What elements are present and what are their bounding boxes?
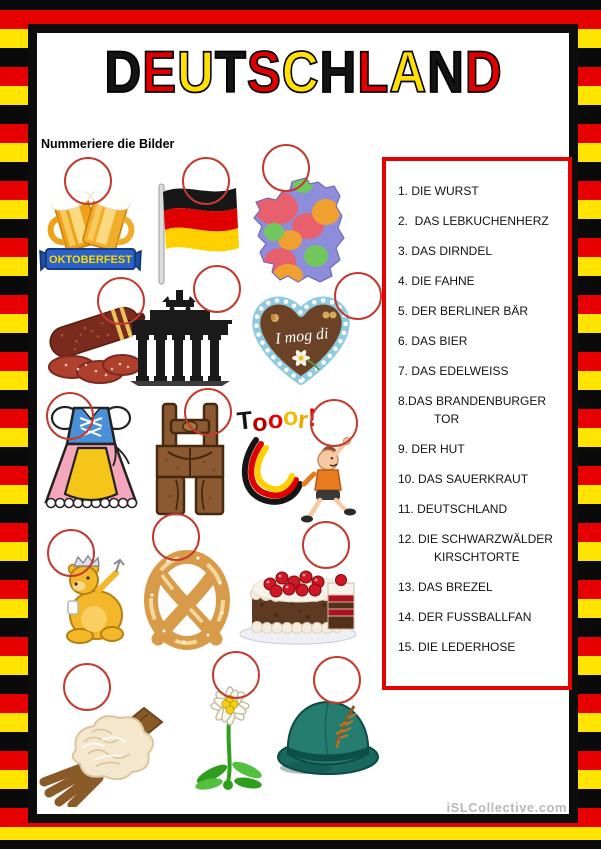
answer-circle-11[interactable]	[152, 513, 200, 561]
list-item-6: 6. DAS BIER	[398, 334, 468, 348]
answer-circle-3[interactable]	[262, 144, 310, 192]
heart-text: I mog di	[274, 325, 330, 348]
list-item-3: 3. DAS DIRNDEL	[398, 244, 493, 258]
list-item-15: 15. DIE LEDERHOSE	[398, 640, 516, 654]
oktoberfest-banner-text: OKTOBERFEST	[49, 254, 132, 266]
title-letter: C	[281, 40, 320, 105]
tooor-letter: o	[266, 405, 284, 435]
hut-image	[276, 694, 384, 787]
answer-circle-6[interactable]	[334, 272, 382, 320]
answer-circle-7[interactable]	[46, 392, 94, 440]
title-letter: A	[389, 40, 428, 105]
instruction-text: Nummeriere die Bilder	[41, 137, 175, 151]
word-list-box	[382, 157, 572, 690]
list-item-14: 14. DER FUSSBALLFAN	[398, 610, 532, 624]
answer-circle-15[interactable]	[313, 656, 361, 704]
brezel-image	[138, 543, 236, 656]
tooor-letter: T	[235, 406, 254, 436]
title-letter: T	[214, 40, 247, 105]
list-item-1: 1. DIE WURST	[398, 184, 479, 198]
answer-circle-12[interactable]	[302, 521, 350, 569]
islcollective-watermark: iSLCollective.com	[446, 800, 567, 815]
list-item-5: 5. DER BERLINER BÄR	[398, 304, 529, 318]
answer-circle-10[interactable]	[47, 529, 95, 577]
tooor-letter: o	[281, 402, 300, 432]
title-letter: S	[246, 40, 282, 105]
sauerkraut-image	[36, 692, 168, 812]
list-item-7: 7. DAS EDELWEISS	[398, 364, 509, 378]
germany-map-image	[246, 176, 354, 293]
tooor-text	[235, 402, 317, 437]
list-item-11: 11. DEUTSCHLAND	[398, 502, 508, 516]
title-letter: D	[104, 40, 143, 105]
list-item-10: 10. DAS SAUERKRAUT	[398, 472, 529, 486]
list-item-4: 4. DIE FAHNE	[398, 274, 475, 288]
kirschtorte-image	[236, 545, 364, 652]
oktoberfest-banner	[40, 249, 141, 270]
answer-circle-14[interactable]	[212, 651, 260, 699]
answer-circle-2[interactable]	[182, 157, 230, 205]
answer-circle-1[interactable]	[64, 157, 112, 205]
title-letter: L	[357, 40, 390, 105]
answer-circle-13[interactable]	[63, 663, 111, 711]
title-letter: E	[142, 40, 178, 105]
title-letter: N	[427, 40, 465, 105]
title-letter: H	[319, 40, 358, 105]
page-title	[69, 42, 538, 104]
answer-circle-5[interactable]	[193, 265, 241, 313]
list-item-12: 12. DIE SCHWARZWÄLDER KIRSCHTORTE	[398, 532, 553, 564]
title-letter: U	[177, 40, 215, 105]
answer-circle-4[interactable]	[97, 277, 145, 325]
tooor-letter: !	[307, 404, 317, 432]
list-item-9: 9. DER HUT	[398, 442, 465, 456]
tooor-letter: o	[252, 409, 268, 437]
list-item-13: 13. DAS BREZEL	[398, 580, 493, 594]
list-item-2: 2. DAS LEBKUCHENHERZ	[398, 214, 549, 228]
tooor-letter: r	[296, 405, 310, 435]
answer-circle-9[interactable]	[307, 399, 358, 447]
title-letter: D	[464, 40, 503, 105]
answer-circle-8[interactable]	[184, 388, 232, 436]
fussballfan-image	[240, 434, 360, 531]
list-item-8: 8.DAS BRANDENBURGER TOR	[398, 394, 547, 426]
